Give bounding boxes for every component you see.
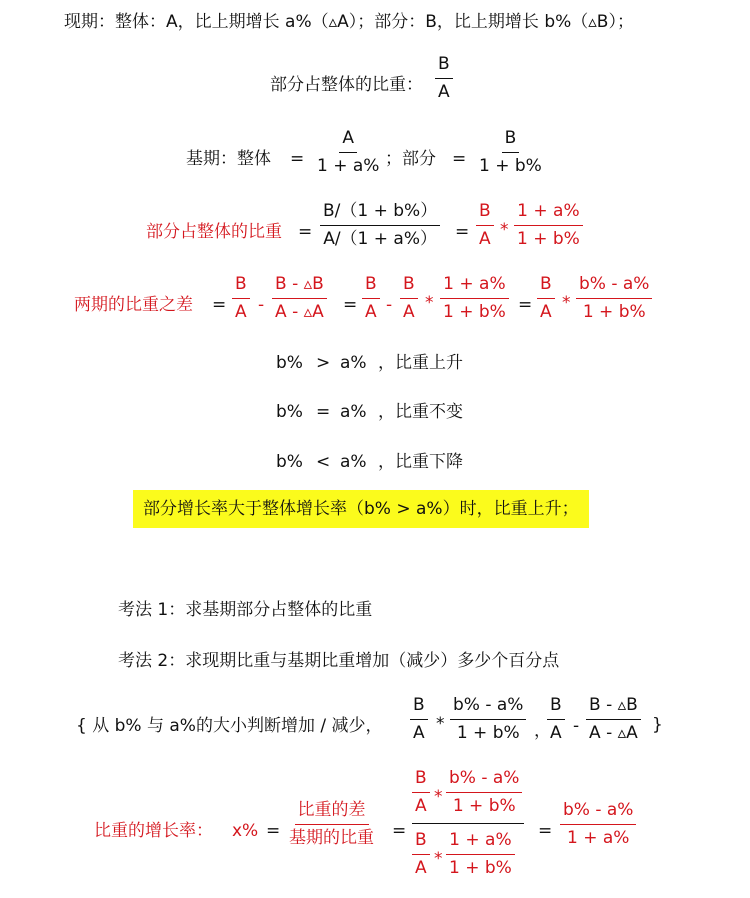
case-right: a% (340, 353, 367, 373)
growth-result-fraction (560, 800, 636, 849)
growth-rate-label: 比重的增长率： (94, 821, 213, 841)
fraction-denominator: 1 + b% (443, 302, 506, 322)
fraction-denominator: A (235, 302, 247, 322)
method-1: 考法 1：求基期部分占整体的比重 (118, 600, 373, 620)
ratio-fraction (435, 54, 453, 103)
fraction-numerator: b% - a% (560, 800, 636, 825)
base-ratio-fraction (320, 201, 440, 250)
diff-result-b-over-a (537, 274, 555, 323)
case-operator: = (316, 402, 331, 422)
fraction-denominator: A (479, 229, 491, 249)
case-operator: > (316, 353, 331, 373)
fraction-denominator: A (415, 796, 427, 816)
top-b-over-a (412, 768, 430, 817)
minus-sign: - (386, 295, 393, 315)
equals-sign: = (452, 149, 467, 169)
diff-growth-factor (440, 274, 509, 323)
fraction-denominator: A (550, 723, 562, 743)
fraction-numerator: 1 + a% (446, 830, 514, 855)
growth-definition-fraction (286, 800, 377, 849)
top-change-fraction (446, 768, 522, 817)
fraction-numerator: B - ▵B (586, 695, 641, 720)
base-ratio-label: 部分占整体的比重 (146, 222, 282, 242)
case-result: ，比重上升 (378, 353, 463, 373)
bottom-b-over-a (412, 830, 430, 879)
equals-sign: = (266, 821, 281, 841)
fraction-numerator: B (410, 695, 428, 720)
fraction-denominator: 1 + a% (567, 828, 630, 848)
fraction-denominator: A/（1 + a%） (323, 229, 437, 249)
fraction-numerator: B (400, 274, 418, 299)
fraction-numerator: b% - a% (446, 768, 522, 793)
diff-base-fraction (272, 274, 327, 323)
fraction-denominator: A (403, 302, 415, 322)
multiply-sign: * (425, 293, 434, 313)
case-left: b% (276, 402, 303, 422)
equals-sign: = (298, 222, 313, 242)
fraction-denominator: 1 + b% (479, 156, 542, 176)
b-over-a-fraction (476, 201, 494, 250)
case-result: ，比重不变 (378, 402, 463, 422)
fraction-denominator: 1 + a% (317, 156, 380, 176)
fraction-numerator: A (339, 128, 357, 153)
base-whole-fraction (314, 128, 382, 177)
judge-b-over-a (410, 695, 428, 744)
fraction-numerator: B (502, 128, 520, 153)
growth-rate-variable: x% (232, 821, 259, 841)
main-fraction-bar (412, 823, 524, 824)
equals-sign: = (518, 295, 533, 315)
fraction-denominator: A (413, 723, 425, 743)
fraction-denominator: 1 + b% (582, 302, 646, 322)
highlighted-conclusion: 部分增长率大于整体增长率（b% > a%）时，比重上升； (133, 490, 589, 528)
growth-factor-fraction (514, 201, 583, 250)
fraction-denominator: 1 + b% (456, 723, 520, 743)
complex-fraction (412, 768, 524, 886)
multiply-sign: * (500, 220, 509, 240)
judge-change-fraction (450, 695, 526, 744)
fraction-numerator: b% - a% (576, 274, 652, 299)
multiply-sign: * (436, 714, 445, 734)
fraction-numerator: B (435, 54, 453, 79)
fraction-numerator: B (412, 830, 430, 855)
case-right: a% (340, 452, 367, 472)
equals-sign: = (343, 295, 358, 315)
fraction-numerator: B (362, 274, 380, 299)
bottom-growth-fraction (446, 830, 515, 879)
fraction-denominator: 1 + b% (449, 858, 512, 878)
fraction-numerator: B/（1 + b%） (320, 201, 440, 226)
ratio-label: 部分占整体的比重： (270, 75, 423, 95)
case-result: ，比重下降 (378, 452, 463, 472)
fraction-denominator: A (415, 858, 427, 878)
equals-sign: = (212, 295, 227, 315)
fraction-numerator: B (537, 274, 555, 299)
multiply-sign: * (434, 849, 443, 869)
method-2: 考法 2：求现期比重与基期比重增加（减少）多少个百分点 (118, 651, 560, 671)
case-left: b% (276, 353, 303, 373)
case-right: a% (340, 402, 367, 422)
base-part-label: ；部分 (385, 149, 436, 169)
diff-current-fraction (232, 274, 250, 323)
equals-sign: = (392, 821, 407, 841)
fraction-numerator: B - ▵B (272, 274, 327, 299)
diff-result-fraction (576, 274, 652, 323)
fraction-numerator: B (547, 695, 565, 720)
minus-sign: - (573, 716, 580, 736)
fraction-numerator: B (412, 768, 430, 793)
multiply-sign: * (434, 787, 443, 807)
comma: ， (534, 721, 551, 741)
minus-sign: - (258, 295, 265, 315)
fraction-denominator: A (438, 82, 450, 102)
equals-sign: = (290, 149, 305, 169)
diff-b-over-a (362, 274, 380, 323)
fraction-denominator: A - ▵A (589, 723, 638, 743)
fraction-numerator: b% - a% (450, 695, 526, 720)
case-left: b% (276, 452, 303, 472)
close-brace: } (652, 715, 663, 735)
fraction-denominator: 基期的比重 (289, 828, 374, 848)
equals-sign: = (455, 222, 470, 242)
fraction-numerator: 1 + a% (440, 274, 508, 299)
base-part-fraction (476, 128, 545, 177)
fraction-numerator: 1 + a% (514, 201, 582, 226)
fraction-numerator: B (232, 274, 250, 299)
judge-b-over-a-2 (547, 695, 565, 744)
multiply-sign: * (562, 293, 571, 313)
base-period-label: 基期：整体 (186, 149, 271, 169)
judge-base-fraction (586, 695, 641, 744)
fraction-denominator: A - ▵A (275, 302, 324, 322)
fraction-numerator: B (476, 201, 494, 226)
current-period-definition: 现期：整体：A，比上期增长 a%（▵A）；部分：B，比上期增长 b%（▵B）； (64, 12, 634, 32)
judge-text: { 从 b% 与 a%的大小判断增加 / 减少， (76, 716, 383, 736)
equals-sign: = (538, 821, 553, 841)
ratio-difference-label: 两期的比重之差 (74, 295, 193, 315)
fraction-denominator: 1 + b% (517, 229, 580, 249)
fraction-denominator: 1 + b% (452, 796, 516, 816)
fraction-denominator: A (365, 302, 377, 322)
case-operator: < (316, 452, 331, 472)
diff-b-over-a-2 (400, 274, 418, 323)
fraction-numerator: 比重的差 (295, 800, 369, 825)
fraction-denominator: A (540, 302, 552, 322)
